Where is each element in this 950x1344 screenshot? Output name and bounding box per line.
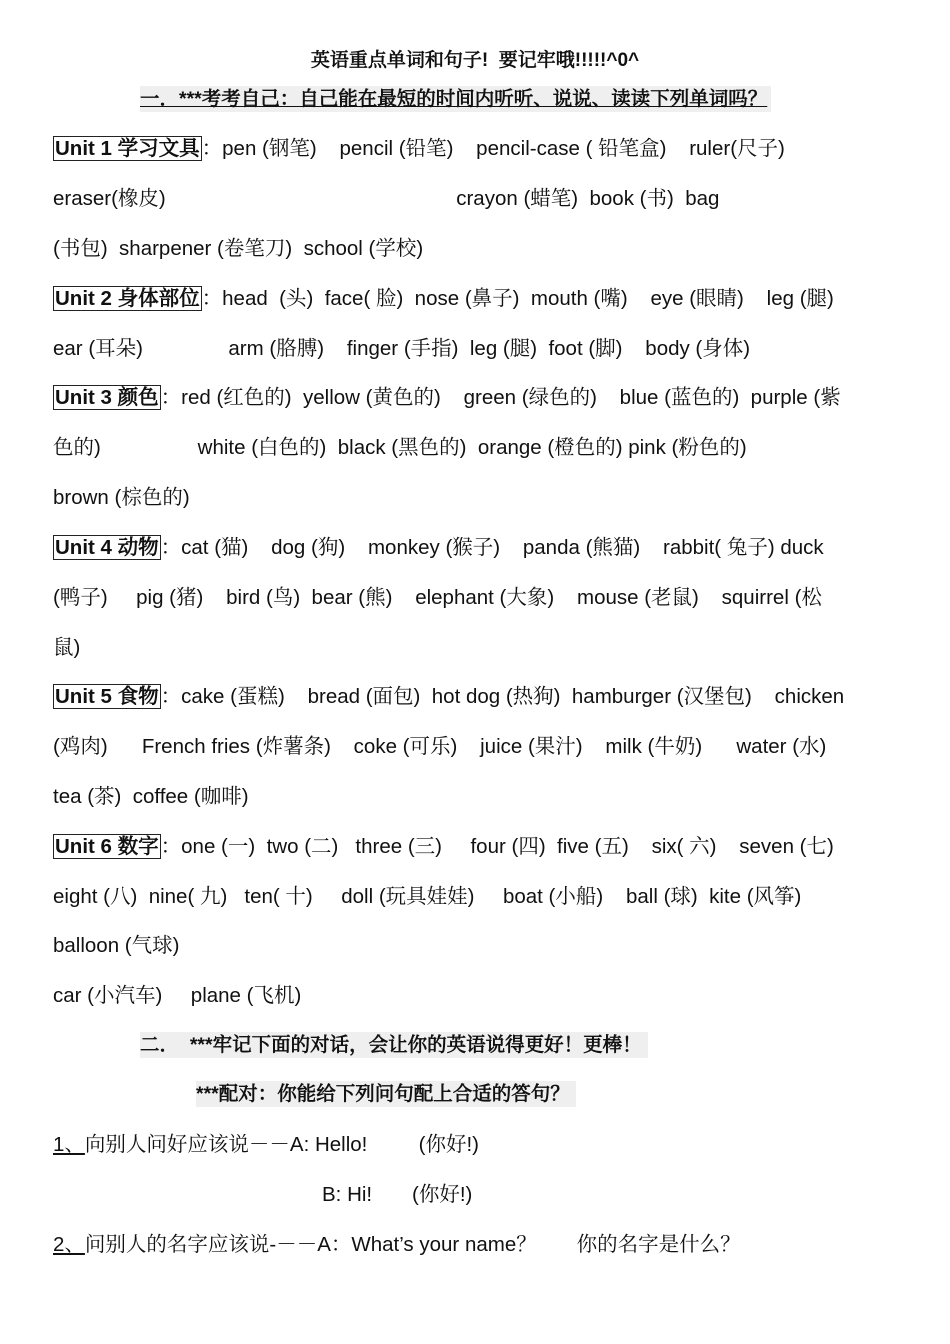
dialogue-1-text: 向别人问好应该说－－A: Hello! (你好!) <box>84 1133 479 1156</box>
unit-6-line-2: eight (八) nine( 九) ten( 十) doll (玩具娃娃) boat (小船) ball (球) kite (风筝) <box>53 885 802 908</box>
unit-3-line-3: brown (棕色的) <box>53 486 190 509</box>
unit-4-words: ：cat (猫) dog (狗) monkey (猴子) panda (熊猫) rabbit( 兔子) duck <box>160 536 824 559</box>
dialogue-1 <box>53 1132 479 1158</box>
unit-3-line-2: 色的) white (白色的) black (黑色的) orange (橙色的) pink (粉色的) <box>53 436 747 459</box>
section-heading-vocabulary: 一．***考考自己：自己能在最短的时间内听听、说说、读读下列单词吗？ <box>140 86 771 112</box>
unit-2-line-2: ear (耳朵) arm (胳膊) finger (手指) leg (腿) foot (脚) body (身体) <box>53 337 751 360</box>
dialogue-2 <box>53 1232 741 1258</box>
unit-2-label: Unit 2 身体部位 <box>55 287 200 310</box>
unit-6-line-1 <box>53 834 834 860</box>
section-heading-dialogues: 二． ***牢记下面的对话，会让你的英语说得更好！更棒！ <box>140 1032 648 1058</box>
section-heading-matching: ***配对：你能给下列问句配上合适的答句？ <box>196 1081 576 1107</box>
unit-4-line-1 <box>53 535 824 561</box>
dialogue-2-number: 2、 <box>53 1233 85 1256</box>
unit-5-line-3: tea (茶) coffee (咖啡) <box>53 785 249 808</box>
unit-6-words: ：one (一) two (二) three (三) four (四) five (五) six( 六) seven (七) <box>160 835 834 858</box>
unit-6-line-3: balloon (气球) <box>53 934 180 957</box>
unit-1-line-2: eraser(橡皮) crayon (蜡笔) book (书) bag <box>53 187 720 210</box>
dialogue-1-number: 1、 <box>53 1133 85 1156</box>
dialogue-2-text: 问别人的名字应该说-－－A：What’s your name？ 你的名字是什么？ <box>84 1233 741 1256</box>
unit-4-line-3: 鼠) <box>53 636 81 659</box>
unit-5-line-2: (鸡肉) French fries (炸薯条) coke (可乐) juice (果汁) milk (牛奶) water (水) <box>53 735 827 758</box>
unit-2-words: ：head (头) face( 脸) nose (鼻子) mouth (嘴) eye (眼睛) leg (腿) <box>201 287 834 310</box>
unit-4-line-2: (鸭子) pig (猪) bird (鸟) bear (熊) elephant (大象) mouse (老鼠) squirrel (松 <box>53 586 822 609</box>
unit-5-words: ：cake (蛋糕) bread (面包) hot dog (热狗) hamburger (汉堡包) chicken <box>160 685 845 708</box>
unit-6-label: Unit 6 数字 <box>55 835 159 858</box>
unit-3-label: Unit 3 颜色 <box>55 386 159 409</box>
dialogue-1-reply: B: Hi! (你好!) <box>322 1183 473 1206</box>
unit-6-line-4: car (小汽车) plane (飞机) <box>53 984 302 1007</box>
unit-1-line-3: (书包) sharpener (卷笔刀) school (学校) <box>53 237 424 260</box>
unit-5-line-1 <box>53 684 844 710</box>
unit-4-label: Unit 4 动物 <box>55 536 159 559</box>
unit-1-line-1 <box>53 136 785 162</box>
unit-3-words: ：red (红色的) yellow (黄色的) green (绿色的) blue (蓝色的) purple (紫 <box>160 386 841 409</box>
unit-2-line-1 <box>53 286 834 312</box>
unit-3-line-1 <box>53 385 841 411</box>
unit-1-words: ：pen (钢笔) pencil (铅笔) pencil-case ( 铅笔盒) ruler(尺子) <box>201 137 785 160</box>
unit-1-label: Unit 1 学习文具 <box>55 137 200 160</box>
unit-5-label: Unit 5 食物 <box>55 685 159 708</box>
page-title: 英语重点单词和句子! 要记牢哦!!!!!^0^ <box>310 50 640 71</box>
